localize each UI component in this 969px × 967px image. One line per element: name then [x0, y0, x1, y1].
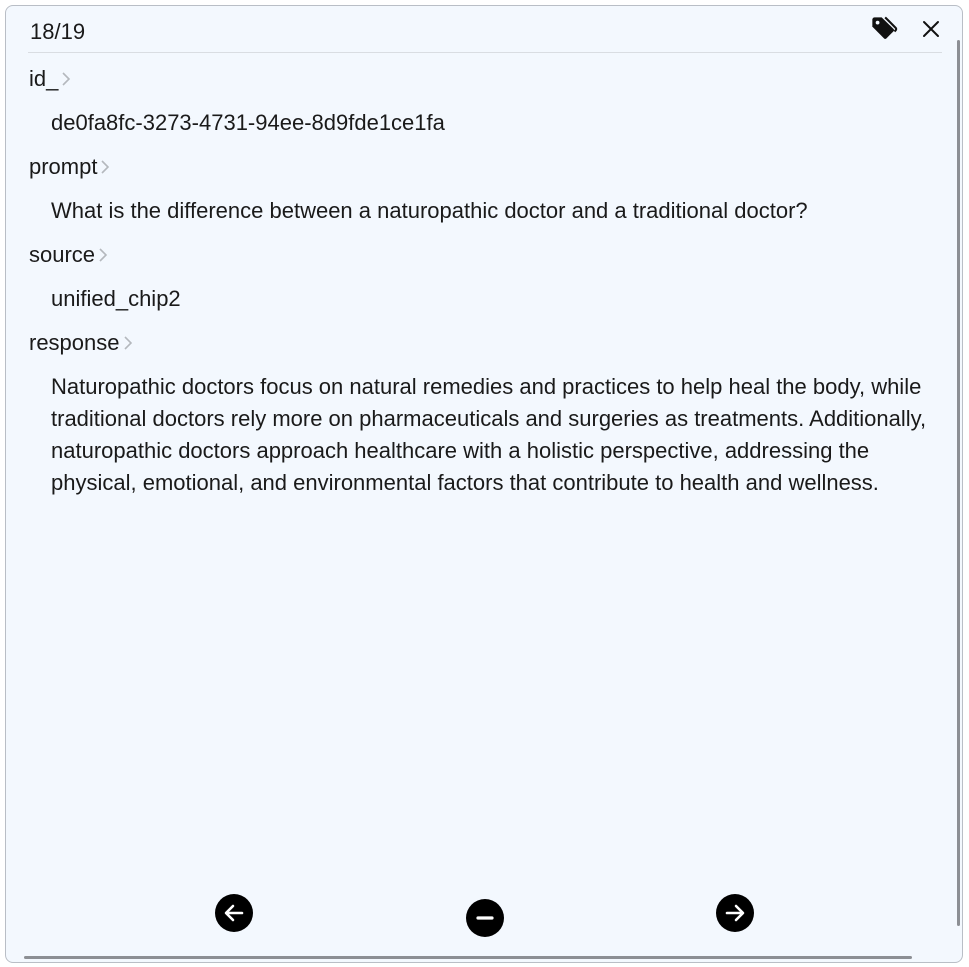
viewer-header — [28, 6, 942, 53]
field-value-response: Naturopathic doctors focus on natural remedies and practices to help heal the body, while traditional doctors rely more on pharmaceuticals and surgeries as treatments. Additionally, naturopathic doctors approach healthcare with a holistic perspective, addressing the physical, emotional, and environmental factors that contribute to health and wellness. — [51, 374, 933, 495]
chevron-right-icon — [61, 71, 73, 87]
minus-circle-icon — [474, 907, 496, 929]
previous-record-button[interactable] — [215, 894, 253, 932]
horizontal-scrollbar[interactable] — [24, 956, 912, 959]
field-key-label: response — [29, 330, 120, 355]
field-value-id: de0fa8fc-3273-4731-94ee-8d9fde1ce1fa — [51, 110, 445, 135]
remove-record-button[interactable] — [466, 899, 504, 937]
field-key-response[interactable] — [29, 325, 929, 361]
arrow-right-icon — [724, 902, 746, 924]
tag-button[interactable] — [869, 14, 899, 44]
close-icon — [922, 20, 940, 38]
field-key-source[interactable] — [29, 237, 929, 273]
vertical-scrollbar[interactable] — [957, 40, 960, 926]
field-key-prompt[interactable] — [29, 149, 929, 185]
chevron-right-icon — [100, 159, 112, 175]
record-viewer-window — [5, 5, 963, 963]
field-value-source: unified_chip2 — [51, 286, 181, 311]
field-key-id[interactable] — [29, 61, 929, 97]
chevron-right-icon — [98, 247, 110, 263]
field-key-label: prompt — [29, 154, 98, 179]
next-record-button[interactable] — [716, 894, 754, 932]
chevron-right-icon — [123, 335, 135, 351]
field-source — [29, 237, 929, 315]
field-id — [29, 61, 929, 139]
field-key-label: id_ — [29, 66, 59, 91]
close-button[interactable] — [916, 14, 946, 44]
field-prompt — [29, 149, 929, 227]
record-fields — [29, 61, 933, 509]
tag-icon — [870, 15, 898, 43]
field-value-prompt: What is the difference between a naturopathic doctor and a traditional doctor? — [51, 198, 808, 223]
field-response — [29, 325, 933, 499]
record-counter: 18/19 — [30, 19, 86, 44]
arrow-left-icon — [223, 902, 245, 924]
field-key-label: source — [29, 242, 96, 267]
